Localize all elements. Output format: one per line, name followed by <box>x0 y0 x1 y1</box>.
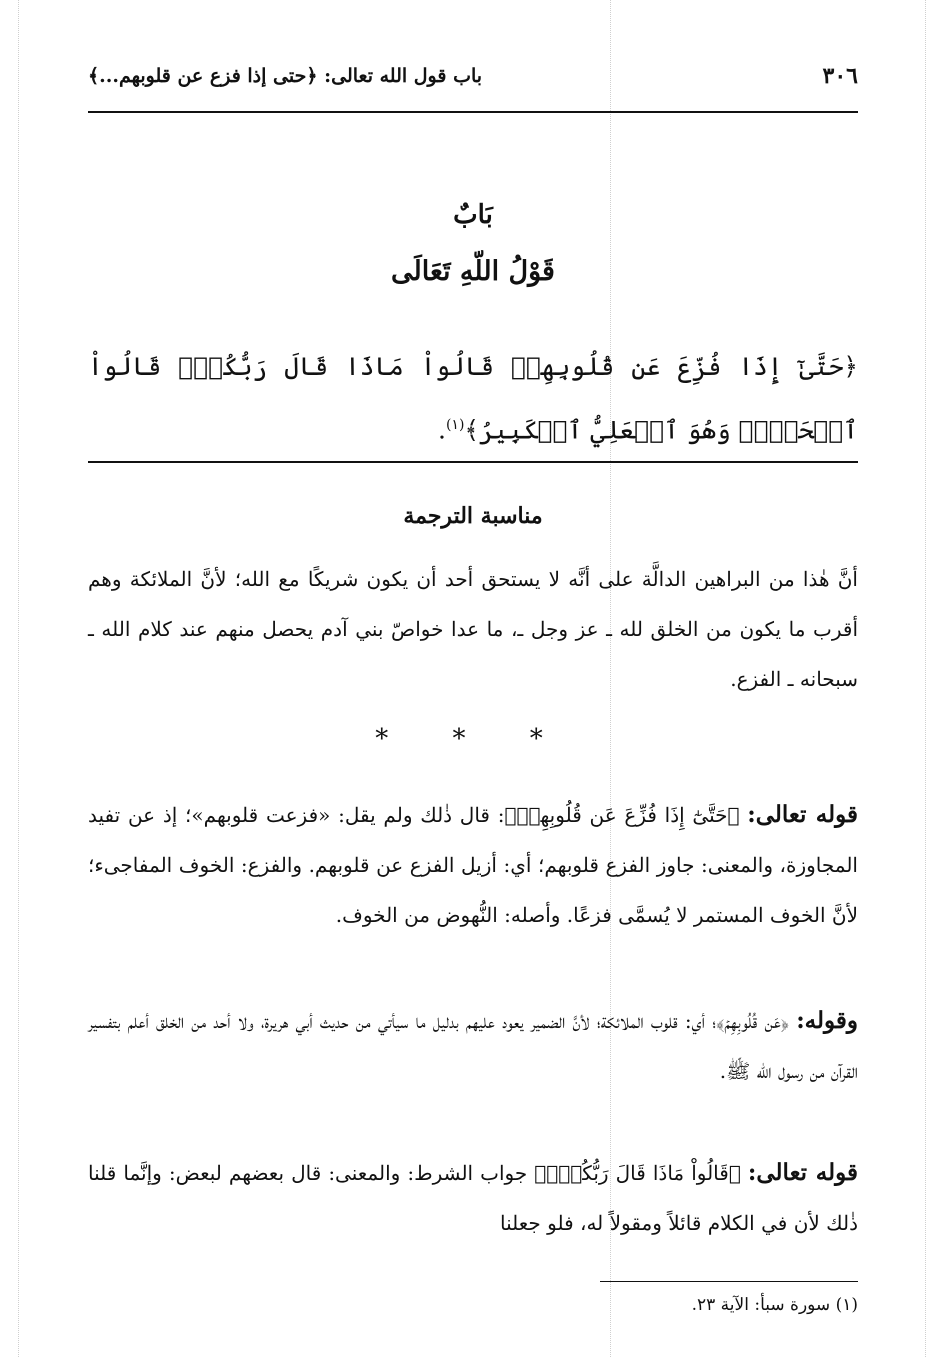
page-header <box>88 58 858 94</box>
scan-guide-line <box>925 0 926 1357</box>
verse-text: ﴿حَتَّىٰٓ إِذَا فُزِّعَ عَن قُلُوبِهِمۡ قَالُواْ مَاذَا قَالَ رَبُّكُمۡۖ قَالُواْ ٱلۡحَقَّۖ وَهُوَ ٱلۡعَلِيُّ ٱلۡكَبِيرُ﴾ <box>88 352 858 445</box>
paragraph-body: ﴿قَالُواْ مَاذَا قَالَ رَبُّكُمۡۖ﴾ جواب الشرط: والمعنى: قال بعضهم لبعض: وإنَّما قلنا ذٰلك لأن في الكلام قائلاً ومقولاً له، فلو جعلنا <box>88 1161 858 1235</box>
separator-stars: * * * <box>375 724 571 754</box>
paragraph-body: ﴿حَتَّىٰٓ إِذَا فُزِّعَ عَن قُلُوبِهِمۡ﴾: قال ذٰلك ولم يقل: «فزعت قلوبهم»؛ إذ عن تفيد المجاوزة، والمعنى: جاوز الفزع قلوبهم؛ أي: أزيل الفزع عن قلوبهم. والفزع: الخوف المفاجىء؛ لأنَّ الخوف المستمر لا يُسمَّى فزعًا. وأصله: النُّهوض من الخوف. <box>88 803 858 927</box>
paragraph-body: ﴿عَن قُلُوبِهِمۡ﴾؛ أي: قلوب الملائكة؛ لأنَّ الضمير يعود عليهم بدليل ما سيأتي من حديث أبي هريرة، ولا أحد من الخلق أعلم بتفسير القرآن من رسول الله ﷺ. <box>88 1009 858 1083</box>
header-divider <box>88 111 858 113</box>
quran-verse <box>88 338 858 459</box>
chapter-word: بَابٌ <box>453 200 493 230</box>
section-divider <box>88 461 858 463</box>
paragraph-commentary-3 <box>88 1148 858 1248</box>
paragraph-lead: قوله تعالى: <box>747 801 858 828</box>
paragraph-commentary-2 <box>88 996 858 1096</box>
paragraph-commentary-1 <box>88 790 858 940</box>
running-title: باب قول الله تعالى: ﴿حتى إذا فزع عن قلوبهم...﴾ <box>88 65 483 87</box>
footnote-divider <box>600 1281 858 1282</box>
scan-guide-line <box>18 0 19 1357</box>
paragraph-lead: قوله تعالى: <box>747 1159 858 1186</box>
chapter-title: قَوْلُ اللّهِ تَعَالَى <box>391 256 555 287</box>
paragraph-lead: وقوله: <box>796 1007 858 1034</box>
verse-end: . <box>437 415 446 445</box>
paragraph-relevance: أنَّ هٰذا من البراهين الدالَّة على أنَّه لا يستحق أحد أن يكون شريكًا مع الله؛ لأنَّ الملائكة وهم أقرب ما يكون من الخلق لله ـ عز وجل ـ، ما عدا خواصّ بني آدم يحصل منهم عند كلام الله ـ سبحانه ـ الفزع. <box>88 567 858 691</box>
footnote: (١) سورة سبأ: الآية ٢٣. <box>691 1295 858 1315</box>
section-title: مناسبة الترجمة <box>403 503 543 529</box>
footnote-reference: (١) <box>445 417 465 433</box>
page-number: ٣٠٦ <box>822 63 858 89</box>
